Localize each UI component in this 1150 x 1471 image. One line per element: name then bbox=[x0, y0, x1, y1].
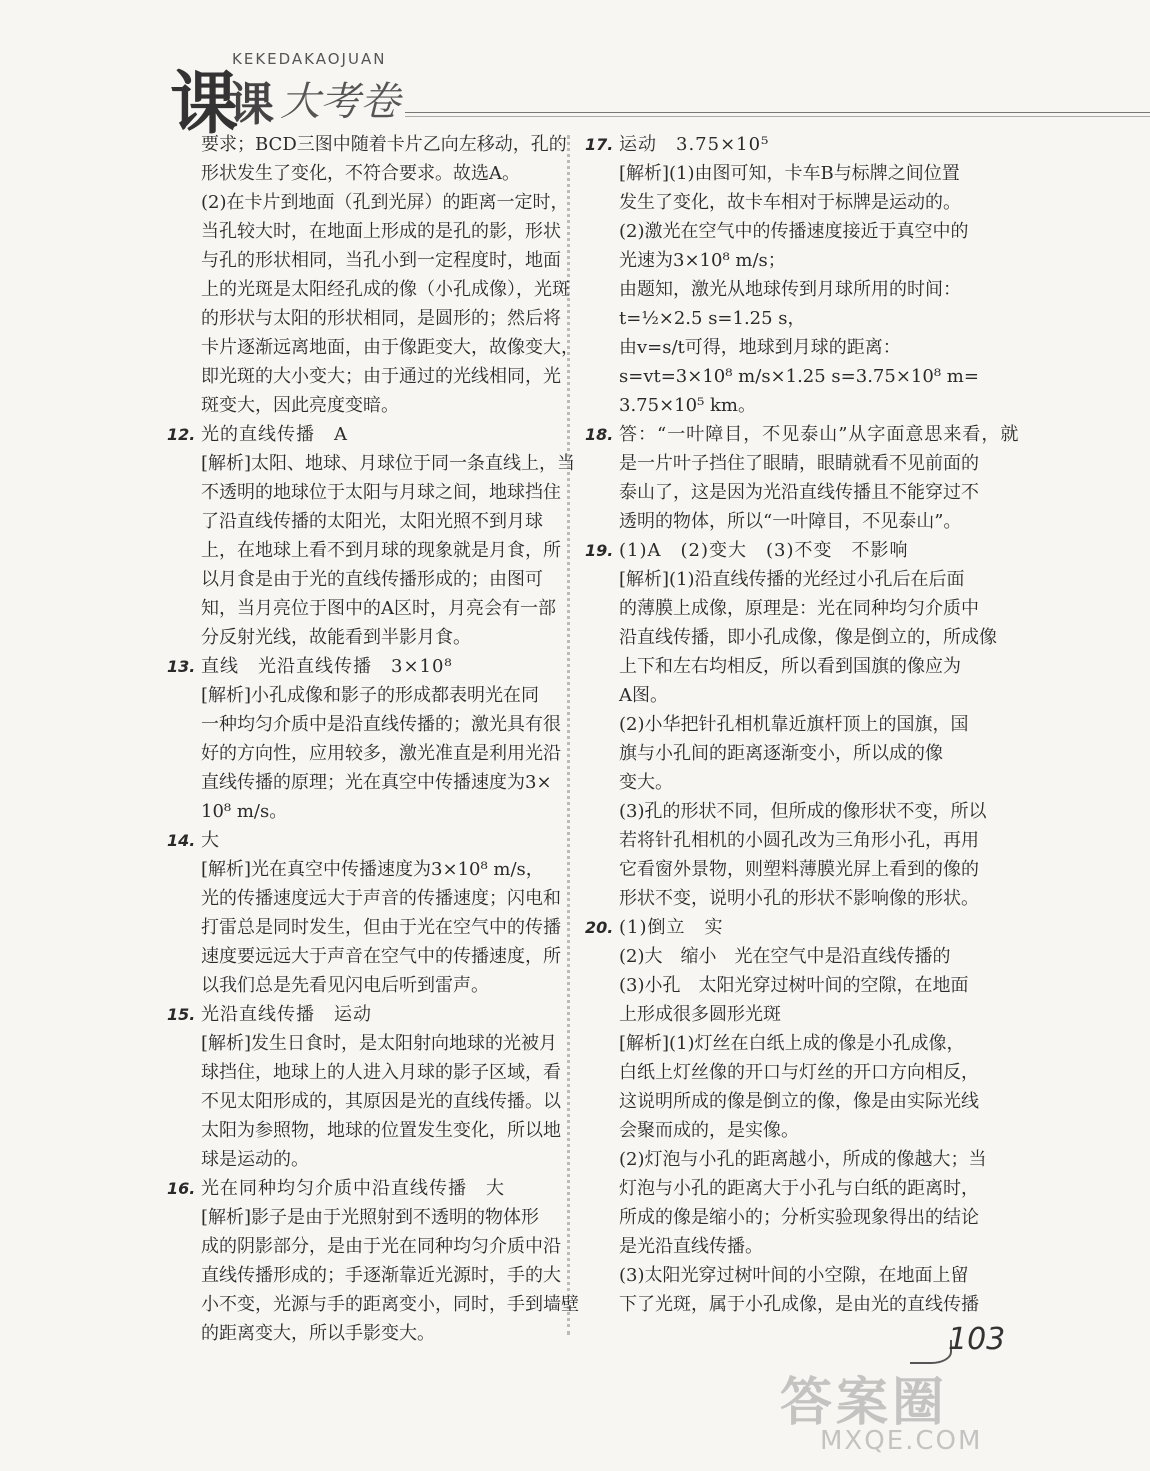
explanation-line: 不见太阳形成的，其原因是光的直线传播。以 bbox=[201, 1091, 561, 1112]
explanation-line: [解析](1)灯丝在白纸上成的像是小孔成像， bbox=[619, 1033, 965, 1054]
answer-text: 运动 3.75×10⁵ bbox=[619, 134, 770, 155]
explanation-line: 所成的像是缩小的；分析实验现象得出的结论 bbox=[619, 1207, 979, 1228]
explanation-line: A图。 bbox=[619, 685, 668, 706]
watermark-logo-text: 答案圈 bbox=[780, 1372, 949, 1433]
explanation-line: 上的光斑是太阳经孔成的像（小孔成像），光斑 bbox=[201, 279, 570, 300]
explanation-line: 发生了变化，故卡车相对于标牌是运动的。 bbox=[619, 192, 961, 213]
answer-head bbox=[167, 652, 557, 681]
explanation-line: (3)孔的形状不同，但所成的像形状不变，所以 bbox=[619, 801, 987, 822]
answer-head bbox=[585, 420, 1020, 449]
page-header bbox=[150, 40, 1000, 144]
question-number: 12. bbox=[167, 425, 196, 444]
explanation-line: 10⁸ m/s。 bbox=[201, 801, 288, 822]
explanation-line: 上形成很多圆形光斑 bbox=[619, 1004, 781, 1025]
question-number: 15. bbox=[167, 1005, 196, 1024]
left-column bbox=[167, 130, 579, 1348]
answer-head bbox=[585, 913, 970, 942]
explanation-line: 若将针孔相机的小圆孔改为三角形小孔，再用 bbox=[619, 830, 979, 851]
explanation-line: 上，在地球上看不到月球的现象就是月食，所 bbox=[201, 540, 561, 561]
watermark bbox=[780, 1360, 1000, 1470]
question-number: 16. bbox=[167, 1179, 196, 1198]
answer-item bbox=[585, 913, 987, 1319]
explanation-line: 沿直线传播，即小孔成像，像是倒立的，所成像 bbox=[619, 627, 997, 648]
explanation-line: (3)小孔 太阳光穿过树叶间的空隙，在地面 bbox=[619, 975, 969, 996]
answer-head bbox=[167, 1000, 557, 1029]
answer-item bbox=[167, 826, 561, 1000]
answer-text: (1)倒立 实 bbox=[619, 917, 724, 938]
column-divider bbox=[567, 135, 570, 1335]
explanation-line: 直线传播形成的；手逐渐靠近光源时，手的大 bbox=[201, 1265, 561, 1286]
answer-text: 直线 光沿直线传播 3×10⁸ bbox=[201, 656, 453, 677]
answer-text: 答：“一叶障目，不见泰山”从字面意思来看，就 bbox=[619, 424, 1020, 445]
question-number: 18. bbox=[585, 425, 614, 444]
explanation-line: 的薄膜上成像，原理是：光在同种均匀介质中 bbox=[619, 598, 979, 619]
explanation-line: [解析]太阳、地球、月球位于同一条直线上，当 bbox=[201, 453, 576, 474]
explanation-line: 旗与小孔间的距离逐渐变小，所以成的像 bbox=[619, 743, 943, 764]
explanation-line: 球是运动的。 bbox=[201, 1149, 309, 1170]
explanation-line: 是光沿直线传播。 bbox=[619, 1236, 763, 1257]
answer-head bbox=[585, 130, 970, 159]
page-number-text: 103 bbox=[948, 1322, 1006, 1357]
explanation-line: 的形状与太阳的形状相同，是圆形的；然后将 bbox=[201, 308, 561, 329]
logo-subtitle: 大考卷 bbox=[280, 79, 400, 125]
answer-text: 光沿直线传播 运动 bbox=[201, 1004, 372, 1025]
answer-item bbox=[167, 420, 576, 652]
explanation-line: 的距离变大，所以手影变大。 bbox=[201, 1323, 435, 1344]
explanation-line: 由v=s/t可得，地球到月球的距离： bbox=[619, 337, 901, 358]
question-number: 17. bbox=[585, 135, 614, 154]
answer-item bbox=[585, 130, 979, 420]
watermark-url: MXQE.COM bbox=[820, 1426, 983, 1456]
explanation-line: 上下和左右均相反，所以看到国旗的像应为 bbox=[619, 656, 961, 677]
answer-head bbox=[167, 1174, 557, 1203]
answer-item bbox=[167, 1174, 579, 1348]
explanation-line: (3)太阳光穿过树叶间的小空隙，在地面上留 bbox=[619, 1265, 969, 1286]
explanation-line: 打雷总是同时发生，但由于光在空气中的传播 bbox=[201, 917, 561, 938]
explanation-line: 好的方向性，应用较多，激光准直是利用光沿 bbox=[201, 743, 561, 764]
explanation-line: (2)灯泡与小孔的距离越小，所成的像越大；当 bbox=[619, 1149, 987, 1170]
explanation-line: 泰山了，这是因为光沿直线传播且不能穿过不 bbox=[619, 482, 979, 503]
explanation-line: 与孔的形状相同，当孔小到一定程度时，地面 bbox=[201, 250, 561, 271]
logo-latin-text: KEKEDAKAOJUAN bbox=[232, 50, 387, 68]
explanation-line: 分反射光线，故能看到半影月食。 bbox=[201, 627, 471, 648]
answer-head bbox=[167, 826, 557, 855]
explanation-line: 即光斑的大小变大；由于通过的光线相同，光 bbox=[201, 366, 561, 387]
explanation-line: (2)小华把针孔相机靠近旗杆顶上的国旗，国 bbox=[619, 714, 969, 735]
explanation-line: 一种均匀介质中是沿直线传播的；激光具有很 bbox=[201, 714, 561, 735]
answer-text: 大 bbox=[201, 830, 220, 851]
answer-head bbox=[585, 536, 970, 565]
question-number: 14. bbox=[167, 831, 196, 850]
explanation-line: 卡片逐渐远离地面，由于像距变大，故像变大， bbox=[201, 337, 579, 358]
explanation-line: 不透明的地球位于太阳与月球之间，地球挡住 bbox=[201, 482, 561, 503]
answer-text: (1)A (2)变大 (3)不变 不影响 bbox=[619, 540, 909, 561]
explanation-line: 小不变，光源与手的距离变小，同时，手到墙壁 bbox=[201, 1294, 579, 1315]
explanation-line: 速度要远远大于声音在空气中的传播速度，所 bbox=[201, 946, 561, 967]
answer-item bbox=[167, 130, 579, 420]
explanation-line: (2)在卡片到地面（孔到光屏）的距离一定时， bbox=[201, 192, 569, 213]
header-rule bbox=[405, 112, 1150, 113]
explanation-line: 光速为3×10⁸ m/s； bbox=[619, 250, 786, 271]
explanation-line: 以月食是由于光的直线传播形成的；由图可 bbox=[201, 569, 543, 590]
explanation-line: 当孔较大时，在地面上形成的是孔的影，形状 bbox=[201, 221, 561, 242]
explanation-line: 太阳为参照物，地球的位置发生变化，所以地 bbox=[201, 1120, 561, 1141]
explanation-line: [解析]影子是由于光照射到不透明的物体形 bbox=[201, 1207, 540, 1228]
explanation-line: 下了光斑，属于小孔成像，是由光的直线传播 bbox=[619, 1294, 979, 1315]
header-rule-secondary bbox=[405, 116, 1150, 117]
explanation-line: [解析](1)沿直线传播的光经过小孔后在后面 bbox=[619, 569, 965, 590]
explanation-line: 斑变大，因此亮度变暗。 bbox=[201, 395, 399, 416]
explanation-line: s=vt=3×10⁸ m/s×1.25 s=3.75×10⁸ m= bbox=[619, 366, 979, 387]
explanation-line: 变大。 bbox=[619, 772, 673, 793]
explanation-line: 3.75×10⁵ km。 bbox=[619, 395, 756, 416]
answer-head bbox=[167, 420, 557, 449]
right-column bbox=[585, 130, 1020, 1319]
explanation-line: (2)激光在空气中的传播速度接近于真空中的 bbox=[619, 221, 969, 242]
explanation-line: 了沿直线传播的太阳光，太阳光照不到月球 bbox=[201, 511, 543, 532]
question-number: 13. bbox=[167, 657, 196, 676]
explanation-line: 直线传播的原理；光在真空中传播速度为3× bbox=[201, 772, 552, 793]
explanation-line: 透明的物体，所以“一叶障目，不见泰山”。 bbox=[619, 511, 962, 532]
answer-item bbox=[167, 652, 561, 826]
explanation-line: 球挡住，地球上的人进入月球的影子区域，看 bbox=[201, 1062, 561, 1083]
explanation-line: 以我们总是先看见闪电后听到雷声。 bbox=[201, 975, 489, 996]
explanation-line: 成的阴影部分，是由于光在同种均匀介质中沿 bbox=[201, 1236, 561, 1257]
explanation-line: [解析]发生日食时，是太阳射向地球的光被月 bbox=[201, 1033, 558, 1054]
explanation-line: 白纸上灯丝像的开口与灯丝的开口方向相反， bbox=[619, 1062, 979, 1083]
answer-item bbox=[167, 1000, 561, 1174]
explanation-line: 这说明所成的像是倒立的像，像是由实际光线 bbox=[619, 1091, 979, 1112]
explanation-line: [解析]光在真空中传播速度为3×10⁸ m/s， bbox=[201, 859, 544, 880]
question-number: 19. bbox=[585, 541, 614, 560]
answer-item bbox=[585, 420, 1020, 536]
explanation-line: 形状不变，说明小孔的形状不影响像的形状。 bbox=[619, 888, 979, 909]
explanation-line: (2)大 缩小 光在空气中是沿直线传播的 bbox=[619, 946, 951, 967]
explanation-line: 光的传播速度远大于声音的传播速度；闪电和 bbox=[201, 888, 561, 909]
logo-character-2: 课 bbox=[228, 77, 274, 131]
explanation-line: 是一片叶子挡住了眼睛，眼睛就看不见前面的 bbox=[619, 453, 979, 474]
page-number bbox=[940, 1322, 1006, 1362]
explanation-line: [解析](1)由图可知，卡车B与标牌之间位置 bbox=[619, 163, 960, 184]
explanation-line: 它看窗外景物，则塑料薄膜光屏上看到的像的 bbox=[619, 859, 979, 880]
explanation-line: 形状发生了变化，不符合要求。故选A。 bbox=[201, 163, 520, 184]
explanation-line: 知，当月亮位于图中的A区时，月亮会有一部 bbox=[201, 598, 556, 619]
explanation-line: 由题知，激光从地球传到月球所用的时间： bbox=[619, 279, 961, 300]
logo-character: 课 bbox=[170, 64, 239, 144]
question-number: 20. bbox=[585, 918, 614, 937]
explanation-line: [解析]小孔成像和影子的形成都表明光在同 bbox=[201, 685, 540, 706]
explanation-line: 灯泡与小孔的距离大于小孔与白纸的距离时， bbox=[619, 1178, 979, 1199]
explanation-line: 要求；BCD三图中随着卡片乙向左移动，孔的 bbox=[201, 134, 567, 155]
answer-text: 光的直线传播 A bbox=[201, 424, 348, 445]
answer-item bbox=[585, 536, 997, 913]
answer-text: 光在同种均匀介质中沿直线传播 大 bbox=[201, 1178, 505, 1199]
explanation-line: t=½×2.5 s=1.25 s， bbox=[619, 308, 806, 329]
explanation-line: 会聚而成的，是实像。 bbox=[619, 1120, 799, 1141]
